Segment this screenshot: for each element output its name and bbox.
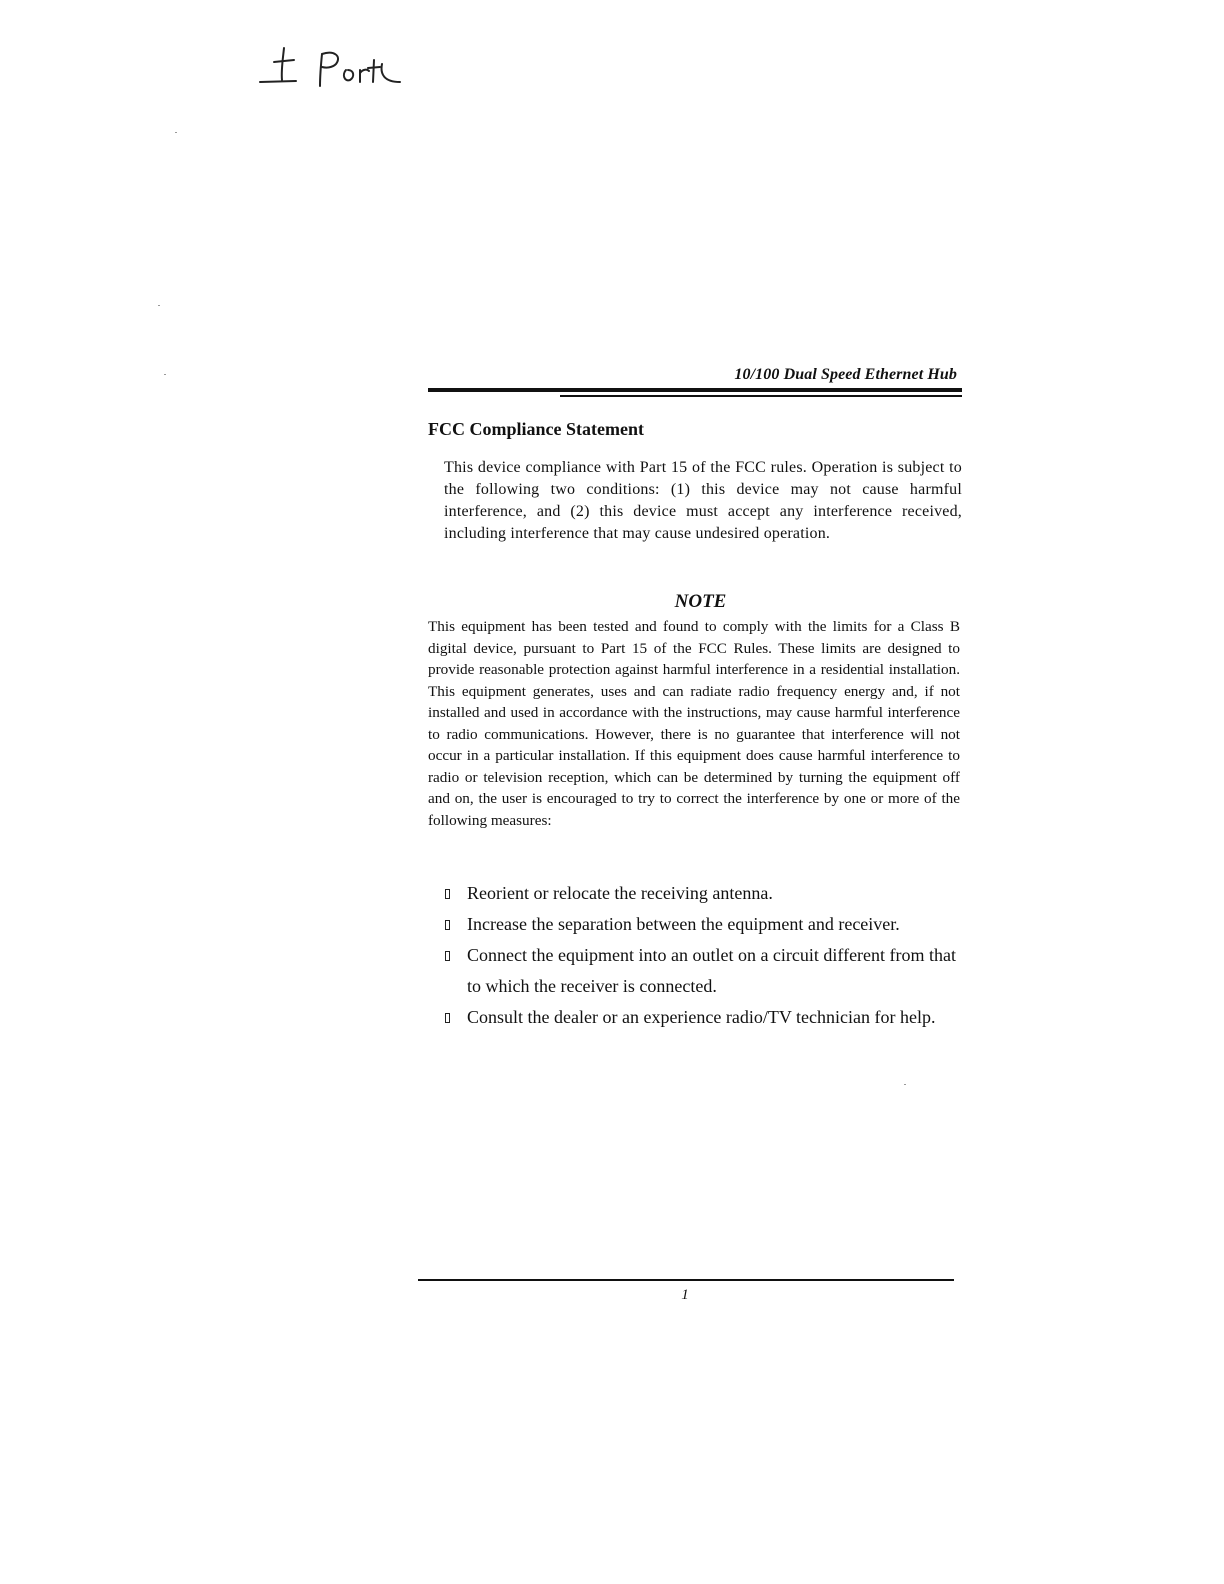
list-item (444, 909, 974, 940)
measure-text: Connect the equipment into an outlet on a circuit different from that to which the receiver is connected. (467, 945, 957, 996)
measure-text: Increase the separation between the equipment and receiver. (467, 914, 900, 934)
measures-list (444, 878, 974, 1033)
running-header-title: 10/100 Dual Speed Ethernet Hub (734, 366, 957, 383)
measure-text: Consult the dealer or an experience radio/TV technician for help. (467, 1007, 936, 1027)
footer-rule (418, 1279, 954, 1281)
header-rule-thin (560, 395, 962, 397)
bullet-icon (445, 951, 450, 961)
header-rule-thick (428, 388, 962, 392)
section-title: FCC Compliance Statement (428, 419, 644, 439)
scan-speck (164, 374, 166, 375)
list-item (444, 940, 974, 1002)
page-number: 1 (681, 1287, 689, 1303)
bullet-icon (445, 1013, 450, 1023)
scan-speck (175, 132, 177, 133)
measure-text: Reorient or relocate the receiving antenna. (467, 883, 773, 903)
handwritten-annotation (250, 40, 410, 100)
note-body: This equipment has been tested and found to comply with the limits for a Class B digital device, pursuant to Part 15 of the FCC Rules. These limits are designed to provide reasonable protection against harmful interference in a residential installation. This equipment generates, uses and can radiate radio frequency energy and, if not installed and used in accordance with the instructions, may cause harmful interference to radio communications. However, there is no guarantee that interference will not occur in a particular installation. If this equipment does cause harmful interference to radio or television reception, which can be determined by turning the equipment off and on, the user is encouraged to try to correct the interference by one or more of the following measures: (428, 618, 960, 829)
compliance-statement: This device compliance with Part 15 of the FCC rules. Operation is subject to the following two conditions: (1) this device may not cause harmful interference, and (2) this device must accept any interference received, including interference that may cause undesired operation. (444, 459, 962, 542)
bullet-icon (445, 889, 450, 899)
bullet-icon (445, 920, 450, 930)
list-item (444, 1002, 974, 1033)
note-title: NOTE (674, 591, 727, 612)
scan-speck (904, 1084, 906, 1085)
list-item (444, 878, 974, 909)
scan-speck (158, 305, 160, 306)
